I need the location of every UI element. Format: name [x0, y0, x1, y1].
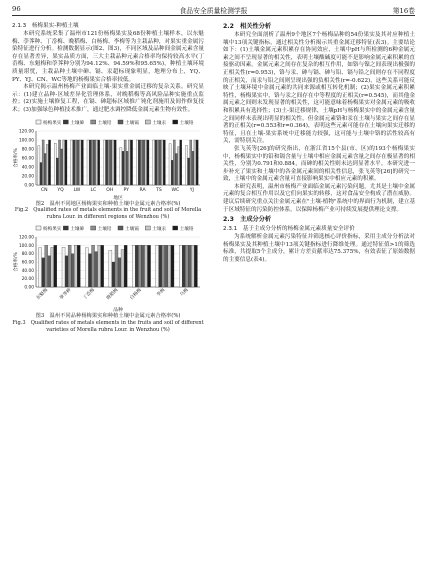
figure-3-chart	[12, 223, 204, 313]
x-tick-label: 李梅	[156, 287, 167, 298]
bar	[42, 258, 45, 287]
x-tick-label: 白杨梅	[129, 287, 143, 302]
bar	[112, 262, 115, 287]
legend-label: 土壤铅	[97, 120, 112, 126]
bar	[38, 145, 40, 184]
bar	[71, 254, 74, 287]
bar	[138, 140, 140, 185]
x-tick-label: WC	[171, 187, 180, 193]
y-axis-label: 合格率/%	[14, 252, 19, 272]
legend-label: 土壤汞	[152, 120, 167, 126]
bar	[147, 140, 149, 185]
bar	[51, 247, 54, 287]
bar	[168, 245, 171, 287]
section-2-2-heading: 2.2 相关性分析	[223, 23, 272, 30]
figure-2-caption-en: Fig.2 Qualified rates of metals elements in the fruit and soil of Morella rubra Lour. in different regions of Wenzhou (%)	[14, 207, 202, 221]
x-tick-label: TS	[156, 187, 162, 193]
legend-swatch	[118, 226, 123, 230]
y-tick-label: 0.00	[24, 285, 34, 291]
bar	[178, 146, 180, 184]
bar	[98, 245, 101, 287]
y-tick-label: 80.00	[21, 252, 34, 258]
bar	[163, 140, 165, 185]
right-paragraph-2: 张飞英等[26]的研究指出，在浙江省15个县(市、区)的193个杨梅果实中，杨梅果实中的铅和镉含量与土壤中相应金属元素含量之间存在极显著的相关性，分别为0.791和0.884，而砷的相关性则未达到显著水平。本研究进一步补充了果实和土壤中的各金属元素间的相关性信息，张飞英等[26]的研究一致，土壤中的金属元素含量可直接影响果实中相应元素的积累。	[223, 145, 415, 183]
figure-2-chart	[12, 117, 204, 201]
bar	[124, 245, 127, 287]
bar	[185, 145, 187, 185]
bar	[171, 245, 174, 287]
figure-2-caption-cn: 图2 温州不同地区杨梅果实和种植土壤中金属元素合格率(%)	[35, 200, 181, 207]
right-paragraph-3: 本研究表明，温州市杨梅产业面临金属元素污染问题，尤其是土壤中金属元素的复合相互作用以及它们向果实的转移，这对食品安全构成了潜在威胁。建议后续研究重点关注金属元素在"土壤-植物"系统中的界面行为机制，建立基于区域特征的污染防控体系，以保障杨梅产业可持续发展提供理论支撑。	[223, 183, 415, 213]
legend-label: 土壤镉	[125, 226, 139, 232]
x-tick-label: OH	[106, 187, 114, 193]
x-tick-label: 东魁梅	[35, 287, 50, 302]
bar	[115, 245, 118, 287]
legend-label: 土壤砷	[70, 120, 85, 126]
bar	[126, 151, 128, 185]
bar	[73, 140, 75, 185]
bar	[92, 245, 95, 287]
bar	[101, 245, 104, 287]
y-tick-label: 80.00	[21, 147, 34, 153]
bar	[39, 248, 42, 287]
bar	[87, 140, 89, 185]
volume-label: 第16卷	[392, 7, 415, 15]
bar	[194, 140, 196, 185]
bar	[128, 140, 130, 185]
legend-label: 土壤汞	[152, 226, 167, 232]
bar	[192, 151, 194, 185]
legend-swatch	[36, 120, 41, 124]
figure-2	[12, 117, 204, 221]
bar	[91, 140, 93, 185]
right-paragraph-1: 本研究全面剖析了温州9个地区7个杨梅品种的54份果实及其对应种植土壤中13项关键指标，通过相关性分析揭示其重金属迁移特征(表3)。主要结论如下：(1)土壤金属元素积累存在协同效应，土壤中pH与所检测的6种金属元素之间不呈现显著的相关性，表明土壤酸碱度可能不是影响金属元素积累的直接驱动因素。金属元素之间存在复杂的相互作用，如铬与镍之间表现出极强的正相关性(r=0.953)，铬与汞、砷与镉、砷与铅、镉与铅之间则存在不同程度的正相关，而汞与铅之间则呈现出强的负相关性(r=-0.622)，这些关系可能反映了土壤环境中金属元素的共同来源或相互转化机制；(2)果实金属元素积累特性，杨梅果实中，铬与汞之间存在中等程度的正相关(r=0.545)，而其他金属元素之间则未发现显著的相关性，这可能意味着杨梅果实对金属元素的吸收和积累具有选择性；(3)土-果迁移规律，土壤pH与杨梅果实中的金属元素含量之间同样未表现出明显的相关性，但金属元素铬和汞在土壤与果实之间存在显著的正相关(r=0.553和r=0.364)，表明这些元素可能存在土壤向果实迁移的特征，且在土壤-果实系统中迁移能力较强，这可能与土壤中铬的活性较高有关，需特别关注。	[223, 32, 415, 145]
bar	[81, 140, 83, 185]
bar	[140, 140, 142, 185]
bar	[175, 153, 177, 185]
bar	[179, 245, 182, 287]
left-paragraph-1: 本研究系统采集了温州市121份杨梅果实及68份种植土壤样本，以东魁梅、荸荠种、丁岙梅、晚稻梅、白杨梅、李梅等为主栽品种，对果实重金属污染特征进行分析。检测数据显示(图2、图3)，不同区域及品种间金属元素含量存在显著差异，果实品质方面，三大主栽品种元素合格率均保持较高水平(丁岙梅、东魁梅和荸荠种分别为94.12%、94.59%和95.65%)，种植土壤环境质量堪忧，主栽品种土壤中砷、镉、汞超标现象明显，地理分布上，YQ、PY、YJ、CN、WC等地的杨梅果实合格率较低。	[12, 31, 204, 83]
bar	[45, 245, 48, 287]
section-2-3-heading: 2.3 主成分分析	[223, 216, 272, 224]
bar	[144, 245, 147, 287]
bar	[194, 245, 197, 287]
legend-swatch	[91, 120, 96, 124]
x-tick-label: 荸荠种	[59, 287, 73, 302]
bar	[74, 245, 77, 287]
bar	[155, 140, 157, 185]
y-tick-label: 20.00	[21, 174, 34, 180]
figure-3-caption-en: Fig.3 Qualified rates of metals elements in the fruits and soil of different varieties of Morella rubra Lour. in Wenzhou (%)	[12, 319, 204, 333]
bar	[161, 140, 163, 185]
x-tick-label: 丁岙梅	[82, 287, 96, 302]
bar	[148, 245, 151, 287]
figure-3-caption-cn: 图3 温州不同品种杨梅果实和种植土壤中金属元素合格率(%)	[35, 312, 181, 319]
figure-3	[12, 223, 204, 333]
bar	[171, 160, 173, 185]
bar	[159, 245, 162, 287]
right-column	[223, 21, 415, 265]
legend-label: 土壤砷	[70, 226, 85, 232]
bar	[61, 149, 63, 185]
y-tick-label: 120.00	[18, 129, 34, 135]
bar	[44, 153, 46, 185]
legend-swatch	[145, 226, 150, 230]
bar	[118, 258, 121, 287]
y-tick-label: 60.00	[21, 260, 34, 266]
bar	[169, 143, 171, 184]
journal-title: 食品安全质量检测学报	[179, 7, 248, 15]
bar	[109, 250, 112, 287]
bar	[173, 140, 175, 185]
x-tick-label: 晚稻梅	[106, 287, 120, 302]
legend-swatch	[145, 120, 150, 124]
bar	[98, 140, 100, 185]
bar	[121, 249, 124, 287]
y-tick-label: 100.00	[18, 138, 34, 144]
bar	[145, 140, 147, 185]
x-axis-label: 地区	[113, 195, 123, 201]
bar	[185, 245, 188, 287]
legend-swatch	[63, 120, 68, 124]
bar	[191, 245, 194, 287]
bar	[46, 144, 48, 185]
bar	[89, 140, 91, 185]
header-rule	[12, 15, 415, 16]
bar	[120, 147, 122, 184]
x-tick-label: PY	[123, 187, 129, 193]
bar	[40, 162, 42, 185]
bar	[56, 158, 58, 185]
bar	[122, 151, 124, 185]
bar	[85, 248, 88, 287]
y-tick-label: 20.00	[21, 277, 34, 283]
bar	[65, 256, 68, 287]
y-tick-label: 0.00	[24, 183, 34, 189]
bar	[157, 140, 159, 185]
bar	[106, 140, 108, 185]
bar	[135, 245, 138, 287]
bar	[156, 245, 159, 287]
bar	[114, 140, 116, 185]
bar	[165, 245, 168, 287]
legend-label: 杨梅果实	[43, 120, 62, 126]
bar	[48, 140, 50, 185]
bar	[75, 140, 77, 185]
bar	[141, 245, 144, 287]
x-tick-label: YJ	[189, 187, 194, 193]
bar	[153, 140, 155, 185]
bar	[58, 140, 60, 185]
y-tick-label: 40.00	[21, 165, 34, 171]
bar	[54, 143, 56, 185]
bar	[108, 140, 110, 185]
bar	[68, 245, 71, 287]
x-tick-label: RA	[139, 187, 146, 193]
bar	[54, 245, 57, 287]
bar	[130, 140, 132, 185]
bar	[196, 140, 198, 185]
bar	[95, 252, 98, 287]
bar	[63, 140, 65, 185]
bar	[124, 140, 126, 185]
bar	[162, 245, 165, 287]
legend-swatch	[36, 226, 41, 230]
bar	[77, 140, 79, 185]
bar	[77, 245, 80, 287]
legend-swatch	[173, 120, 178, 124]
left-paragraph-2: 本研究揭示温州杨梅产业面临土壤-果实重金属迁移的复杂关系。研究显示：(1)建立品种-区域差异化管理体系，对晚稻梅等高风险品种实施重点监控；(2)实施土壤修复工程，在镉、砷超标区域推广钝化剂施用及间作修复技术；(3)加强绿色种植技术推广，通过肥水调控降低金属元素生物有效性。	[12, 84, 204, 113]
running-header	[12, 3, 415, 15]
bar	[143, 140, 145, 185]
x-axis-label: 品种	[113, 307, 123, 313]
right-paragraph-4: 为系统解析金属元素污染特征并筛选核心评价指标，采用主成分分析法对杨梅果实及其种植土壤中13项关键指标进行降维处理。通过特征值>1的筛选标准，共提取5个主成分，累计方差贡献率达75.375%，有效表征了原始数据的主要信息(表4)。	[223, 234, 415, 264]
x-tick-label: LW	[73, 187, 81, 193]
section-2-3-1-heading: 2.3.1 基于主成分分析的杨梅金属元素质量安全评价	[223, 226, 355, 233]
bar	[159, 140, 161, 185]
bar	[132, 245, 135, 287]
bar	[182, 245, 185, 287]
legend-swatch	[118, 120, 123, 124]
bar	[110, 140, 112, 185]
legend-swatch	[91, 226, 96, 230]
bar	[62, 247, 65, 287]
y-axis-label: 合格率/%	[14, 147, 19, 168]
legend-label: 土壤镉	[125, 120, 139, 126]
y-tick-label: 40.00	[21, 268, 34, 274]
bar	[96, 140, 98, 185]
left-column	[12, 21, 204, 334]
legend-swatch	[173, 226, 178, 230]
legend-label: 土壤铅	[97, 226, 112, 232]
bar	[93, 140, 95, 185]
bar	[188, 245, 191, 287]
page-number: 96	[12, 5, 21, 13]
bar	[71, 140, 73, 185]
legend-label: 土壤铬	[179, 226, 194, 232]
bar	[136, 140, 138, 185]
bar	[112, 140, 114, 185]
y-tick-label: 60.00	[21, 156, 34, 162]
bar	[48, 256, 51, 287]
bar	[138, 245, 141, 287]
bar	[88, 254, 91, 287]
legend-label: 土壤铬	[179, 120, 194, 126]
x-tick-label: CN	[40, 187, 48, 193]
legend-swatch	[63, 226, 68, 230]
section-2-1-3-heading: 2.1.3 杨梅果实-种植土壤	[12, 23, 79, 29]
x-tick-label: YQ	[57, 187, 64, 193]
bar	[103, 140, 105, 185]
y-tick-label: 120.00	[18, 235, 34, 241]
y-tick-label: 100.00	[18, 243, 34, 249]
bar	[79, 140, 81, 185]
bar	[188, 158, 190, 185]
x-tick-label: 乌梅	[179, 287, 190, 298]
bar	[180, 140, 182, 185]
x-tick-label: LC	[90, 187, 97, 193]
bar	[65, 140, 67, 185]
legend-label: 杨梅果实	[43, 226, 62, 232]
bar	[190, 140, 192, 185]
bar	[42, 140, 44, 185]
